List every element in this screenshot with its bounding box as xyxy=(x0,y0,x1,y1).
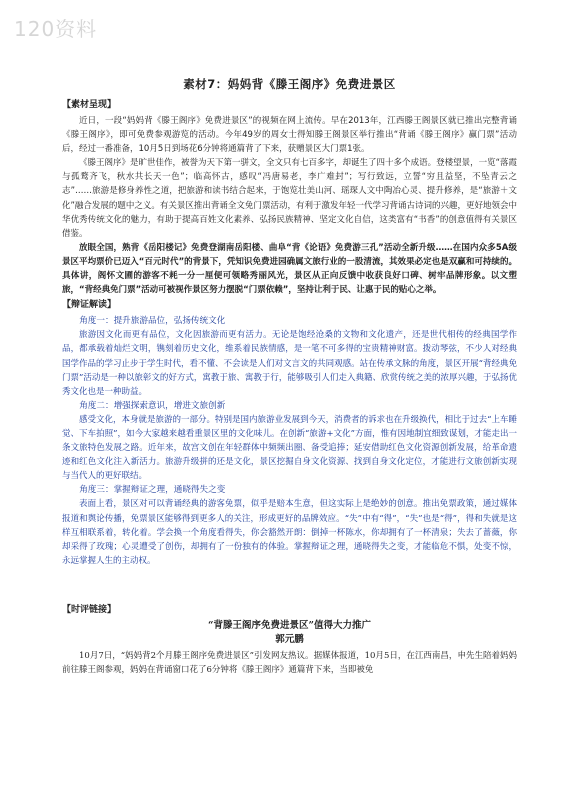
watermark: 120资料 xyxy=(14,17,98,41)
spacer xyxy=(62,568,517,604)
material-paragraph-bold: 放眼全国，熟背《岳阳楼记》免费登湖南岳阳楼、曲阜“背《论语》免费游三孔”活动全新升级……在国内众多5A级景区平均票价已迈入“百元时代”的背景下，凭知识免费进园确属文旅行业的一股清流，其效果必定也是双赢和可持续的。具体讲，阁怀文圃的游客不耗一分一厘便可领略秀丽风光，景区从正向反馈中收获良好口碑、树牢品牌形象。以文塑旅，“背经典免门票”活动可被视作景区努力摆脱“门票依赖”，坚持让利于民、让惠于民的贴心之举。 xyxy=(62,242,517,296)
material-paragraph: 近日，一段“妈妈背《滕王阁序》免费进景区”的视频在网上流传。早在2013年，江西滕王阁景区就已推出完整背诵《滕王阁序》，即可免费参观游览的活动。今年49岁的周女士得知滕王阁景区举行推出“背诵《滕王阁序》赢门票”活动后，经过一番准备，10月5日到场花6分钟将通篇背了下来，获赠景区大门票1张。 xyxy=(62,116,517,155)
section-heading-commentary: 【时评链接】 xyxy=(62,604,117,615)
document-page xyxy=(62,76,517,677)
article-paragraph: 10月7日，“妈妈背2个月滕王阁序免费进景区”引发网友热议。据媒体报道，10月5日，在江西南昌，申先生陪着妈妈前往滕王阁参观，妈妈在背诵窗口花了6分钟将《滕王阁序》通篇背下来，当即被免 xyxy=(62,650,517,675)
article-title: “背滕王阁序免费进景区”值得大力推广 xyxy=(208,619,371,631)
angle-one-label: 角度一：提升旅游品位，弘扬传统文化 xyxy=(79,316,226,327)
article-author: 郭元鹏 xyxy=(275,633,304,645)
document-title: 素材7：妈妈背《滕王阁序》免费进景区 xyxy=(183,77,396,91)
angle-three-text: 表面上看，景区对可以背诵经典的游客免票，似乎是赔本生意，但这实际上是绝妙的创意。推出免票政策，通过媒体报道和舆论传播，免票景区能够得到更多人的关注，形成更好的品牌效应。“失”中有“得”，“失”也是“得”，得和失就是这样互相联系着，转化着。学会换一个角度看得失，你会豁然开朗：倒掉一杯陈水，你却拥有了一杯清泉；失去了蔷薇，你却采得了玫瑰；心灵遭受了创伤，却拥有了一份独有的体验。掌握辩证之理，通晓得失之变，才能临危不惧，处变不惊，永远掌握人生的主动权。 xyxy=(62,499,517,566)
angle-two-label: 角度二：增强探索意识，增进文旅创新 xyxy=(79,400,226,411)
section-heading-analysis: 【辩证解读】 xyxy=(62,300,117,311)
section-heading-material: 【素材呈现】 xyxy=(62,100,117,110)
material-paragraph: 《滕王阁序》是旷世佳作，被誉为天下第一骈文，全文只有七百多字，却诞生了四十多个成语。登楼望景，一览“落霞与孤鹜齐飞，秋水共长天一色”；临高怀古，感叹“冯唐易老，李广难封”；写行致远，立誓“穷且益坚，不坠青云之志”……旅游是修身养性之道，把旅游和读书结合起来，于饱览壮美山河、瑶琛人文中陶冶心灵、提升修养，是“旅游＋文化”融合发展的题中之义。有关景区推出背诵全文免门票活动，有利于激发年轻一代学习背诵古诗词的兴趣，更好地领会中华优秀传统文化的魅力，有助于提高百姓文化素养、弘扬民族精神、坚定文化自信，这类富有“书香”的创意值得有关景区借鉴。 xyxy=(62,158,517,239)
angle-one-text: 旅游因文化而更有品位，文化因旅游而更有活力。无论是饱经沧桑的文物和文化遗产，还是世代相传的经典国学作品，都承载着灿烂文明，镌刻着历史文化，维系着民族情感，是一笔不可多得的宝贵精神财富。拨动琴弦，不少人对经典国学作品的学习止步于学生时代，看不懂、不会读是人们对文言文的共同观感。站在传承文脉的角度，景区开展“背经典免门票”活动是一种以旅彰文的好方式，寓教于旅、寓教于行，能够吸引人们走入典籍、欣赏传统之美的浓厚兴趣，于弘扬优秀文化也是一种助益。 xyxy=(62,330,517,397)
angle-two-text: 感受文化，本身就是旅游的一部分。特别是国内旅游业发展到今天，消费者的诉求也在升级换代，相比于过去“上车睡觉、下车拍照”，如今大家越来越看重景区里的文化味儿。在创新“旅游+文化”方面，惟有因地制宜细致谋划，才能走出一条文旅特色发展之路。近年来，故宫文创在年轻群体中频频出圈、备受追捧；延安借助红色文化资源创新发展，给革命遗迹和红色文化注入新活力。旅游升级拼的还是文化，景区挖掘自身文化资源、找到自身文化定位，才能进行文旅创新实现与当代人的更好联结。 xyxy=(62,414,517,482)
angle-three-label: 角度三：掌握辩证之理，通晓得失之变 xyxy=(79,485,226,496)
